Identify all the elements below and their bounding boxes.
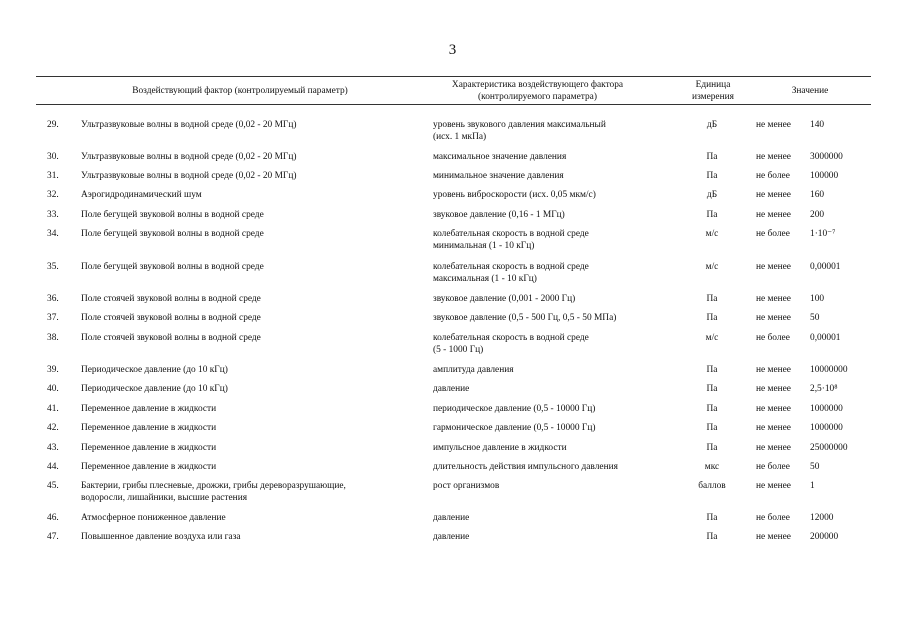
row-relation: не менее [756, 532, 791, 542]
header-factor: Воздействующий фактор (контролируемый параметр) [132, 86, 348, 96]
row-characteristic-line1: длительность действия импульсного давления [433, 462, 618, 472]
row-factor-line1: Поле бегущей звуковой волны в водной среде [81, 262, 264, 272]
row-unit: Па [706, 171, 718, 181]
row-characteristic [433, 228, 673, 252]
row-characteristic [433, 293, 673, 305]
row-factor-line1: Поле стоячей звуковой волны в водной среде [81, 333, 261, 343]
table-top-rule [36, 76, 871, 77]
row-characteristic-line1: уровень виброскорости (исх. 0,05 мкм/с) [433, 190, 596, 200]
row-value: 1 [810, 481, 815, 491]
row-factor [81, 332, 411, 344]
row-relation: не менее [756, 313, 791, 323]
row-factor-line1: Повышенное давление воздуха или газа [81, 532, 241, 542]
row-relation: не менее [756, 404, 791, 414]
row-relation: не менее [756, 190, 791, 200]
row-characteristic-line1: амплитуда давления [433, 365, 514, 375]
row-unit: баллов [698, 481, 726, 491]
row-relation: не менее [756, 120, 791, 130]
row-value: 200000 [810, 532, 839, 542]
row-characteristic-line1: давление [433, 384, 470, 394]
row-unit: Па [706, 404, 718, 414]
row-number: 32. [47, 190, 59, 200]
row-characteristic-line1: звуковое давление (0,001 - 2000 Гц) [433, 294, 576, 304]
row-value: 50 [810, 313, 820, 323]
row-unit: м/с [705, 262, 719, 272]
row-unit: мкс [704, 462, 720, 472]
row-characteristic-line1: колебательная скорость в водной среде [433, 229, 589, 239]
row-factor [81, 403, 411, 415]
row-value: 12000 [810, 513, 834, 523]
row-characteristic [433, 403, 673, 415]
row-factor [81, 461, 411, 473]
row-factor [81, 228, 411, 240]
row-number: 44. [47, 462, 59, 472]
row-unit: Па [706, 313, 718, 323]
row-relation: не более [756, 513, 790, 523]
row-value: 160 [810, 190, 825, 200]
row-characteristic-line1: звуковое давление (0,5 - 500 Гц, 0,5 - 50 МПа) [433, 313, 617, 323]
row-value: 200 [810, 210, 825, 220]
header-unit-line1: Единица [695, 80, 731, 90]
row-factor [81, 189, 411, 201]
row-characteristic-line2: минимальная (1 - 10 кГц) [433, 241, 535, 251]
row-factor [81, 442, 411, 454]
row-characteristic [433, 422, 673, 434]
row-unit: м/с [705, 333, 719, 343]
row-number: 37. [47, 313, 59, 323]
row-value: 1000000 [810, 404, 843, 414]
row-number: 43. [47, 443, 59, 453]
row-characteristic-line2: (5 - 1000 Гц) [433, 345, 484, 355]
row-factor [81, 512, 411, 524]
header-unit [674, 79, 752, 103]
row-characteristic [433, 312, 673, 324]
row-factor-line1: Поле стоячей звуковой волны в водной среде [81, 313, 261, 323]
row-value: 1000000 [810, 423, 843, 433]
row-factor-line1: Ультразвуковые волны в водной среде (0,02 - 20 МГц) [81, 120, 297, 130]
row-factor-line1: Переменное давление в жидкости [81, 462, 217, 472]
row-characteristic-line1: давление [433, 532, 470, 542]
row-relation: не более [756, 229, 790, 239]
row-factor [81, 480, 411, 504]
row-characteristic [433, 119, 673, 143]
row-relation: не более [756, 171, 790, 181]
row-number: 30. [47, 152, 59, 162]
row-factor-line1: Аэрогидродинамический шум [81, 190, 202, 200]
row-characteristic [433, 151, 673, 163]
row-characteristic [433, 480, 673, 492]
header-characteristic-line2: (контролируемого параметра) [478, 92, 597, 102]
row-characteristic [433, 209, 673, 221]
header-unit-line2: измерения [692, 92, 734, 102]
row-factor [81, 312, 411, 324]
row-characteristic-line1: минимальное значение давления [433, 171, 564, 181]
row-value: 100000 [810, 171, 839, 181]
row-characteristic [433, 189, 673, 201]
row-factor [81, 293, 411, 305]
row-unit: Па [706, 532, 718, 542]
row-number: 39. [47, 365, 59, 375]
row-number: 35. [47, 262, 59, 272]
row-characteristic-line1: импульсное давление в жидкости [433, 443, 567, 453]
row-factor-line1: Ультразвуковые волны в водной среде (0,02 - 20 МГц) [81, 152, 297, 162]
row-number: 36. [47, 294, 59, 304]
row-value: 10000000 [810, 365, 848, 375]
row-factor-line1: Переменное давление в жидкости [81, 404, 217, 414]
row-number: 34. [47, 229, 59, 239]
row-characteristic-line1: колебательная скорость в водной среде [433, 262, 589, 272]
row-unit: дБ [706, 190, 718, 200]
row-number: 46. [47, 513, 59, 523]
row-relation: не менее [756, 384, 791, 394]
row-relation: не менее [756, 210, 791, 220]
row-factor [81, 209, 411, 221]
row-unit: Па [706, 210, 718, 220]
row-characteristic-line1: колебательная скорость в водной среде [433, 333, 589, 343]
row-factor [81, 151, 411, 163]
row-relation: не более [756, 333, 790, 343]
row-factor-line1: Периодическое давление (до 10 кГц) [81, 384, 228, 394]
row-characteristic-line1: периодическое давление (0,5 - 10000 Гц) [433, 404, 596, 414]
row-value: 140 [810, 120, 825, 130]
row-number: 40. [47, 384, 59, 394]
row-characteristic [433, 512, 673, 524]
row-characteristic-line1: гармоническое давление (0,5 - 10000 Гц) [433, 423, 596, 433]
row-unit: Па [706, 365, 718, 375]
row-unit: Па [706, 423, 718, 433]
row-number: 41. [47, 404, 59, 414]
row-number: 45. [47, 481, 59, 491]
row-unit: Па [706, 294, 718, 304]
row-factor-line1: Переменное давление в жидкости [81, 423, 217, 433]
row-number: 29. [47, 120, 59, 130]
row-number: 47. [47, 532, 59, 542]
row-number: 33. [47, 210, 59, 220]
page-number: 3 [448, 42, 457, 58]
row-number: 42. [47, 423, 59, 433]
row-characteristic [433, 531, 673, 543]
row-factor-line1: Периодическое давление (до 10 кГц) [81, 365, 228, 375]
row-characteristic [433, 261, 673, 285]
row-characteristic-line1: звуковое давление (0,16 - 1 МГц) [433, 210, 565, 220]
row-characteristic [433, 170, 673, 182]
row-characteristic-line2: (исх. 1 мкПа) [433, 132, 487, 142]
row-value: 1·10⁻⁷ [810, 229, 836, 239]
row-value: 0,00001 [810, 333, 841, 343]
row-relation: не менее [756, 423, 791, 433]
row-factor-line1: Поле бегущей звуковой волны в водной среде [81, 210, 264, 220]
row-characteristic [433, 332, 673, 356]
row-value: 0,00001 [810, 262, 841, 272]
row-relation: не менее [756, 443, 791, 453]
row-value: 25000000 [810, 443, 848, 453]
row-unit: дБ [706, 120, 718, 130]
row-factor [81, 119, 411, 131]
row-unit: Па [706, 152, 718, 162]
row-factor [81, 170, 411, 182]
row-factor-line2: водоросли, лишайники, высшие растения [81, 493, 248, 503]
row-relation: не менее [756, 481, 791, 491]
row-factor [81, 261, 411, 273]
row-characteristic [433, 364, 673, 376]
row-unit: Па [706, 513, 718, 523]
row-factor-line1: Поле стоячей звуковой волны в водной среде [81, 294, 261, 304]
header-value: Значение [791, 86, 829, 96]
table-header-rule [36, 104, 871, 105]
row-characteristic [433, 383, 673, 395]
row-characteristic-line1: уровень звукового давления максимальный [433, 120, 606, 130]
row-number: 31. [47, 171, 59, 181]
row-unit: Па [706, 384, 718, 394]
row-factor [81, 383, 411, 395]
row-factor [81, 531, 411, 543]
row-factor [81, 364, 411, 376]
row-relation: не менее [756, 365, 791, 375]
row-factor-line1: Переменное давление в жидкости [81, 443, 217, 453]
row-characteristic [433, 442, 673, 454]
row-value: 2,5·10⁸ [810, 384, 838, 394]
row-relation: не менее [756, 152, 791, 162]
row-unit: м/с [705, 229, 719, 239]
header-characteristic-line1: Характеристика воздействующего фактора [451, 80, 624, 90]
row-characteristic-line2: максимальная (1 - 10 кГц) [433, 274, 537, 284]
row-value: 3000000 [810, 152, 843, 162]
row-characteristic-line1: давление [433, 513, 470, 523]
row-unit: Па [706, 443, 718, 453]
row-factor-line1: Ультразвуковые волны в водной среде (0,02 - 20 МГц) [81, 171, 297, 181]
row-relation: не менее [756, 294, 791, 304]
row-factor [81, 422, 411, 434]
row-number: 38. [47, 333, 59, 343]
row-factor-line1: Бактерии, грибы плесневые, дрожжи, грибы дереворазрушающие, [81, 481, 346, 491]
header-characteristic [420, 79, 655, 103]
row-factor-line1: Поле бегущей звуковой волны в водной среде [81, 229, 264, 239]
row-characteristic-line1: рост организмов [433, 481, 500, 491]
row-relation: не менее [756, 262, 791, 272]
row-value: 100 [810, 294, 825, 304]
row-relation: не более [756, 462, 790, 472]
row-characteristic-line1: максимальное значение давления [433, 152, 567, 162]
row-characteristic [433, 461, 673, 473]
row-value: 50 [810, 462, 820, 472]
row-factor-line1: Атмосферное пониженное давление [81, 513, 226, 523]
